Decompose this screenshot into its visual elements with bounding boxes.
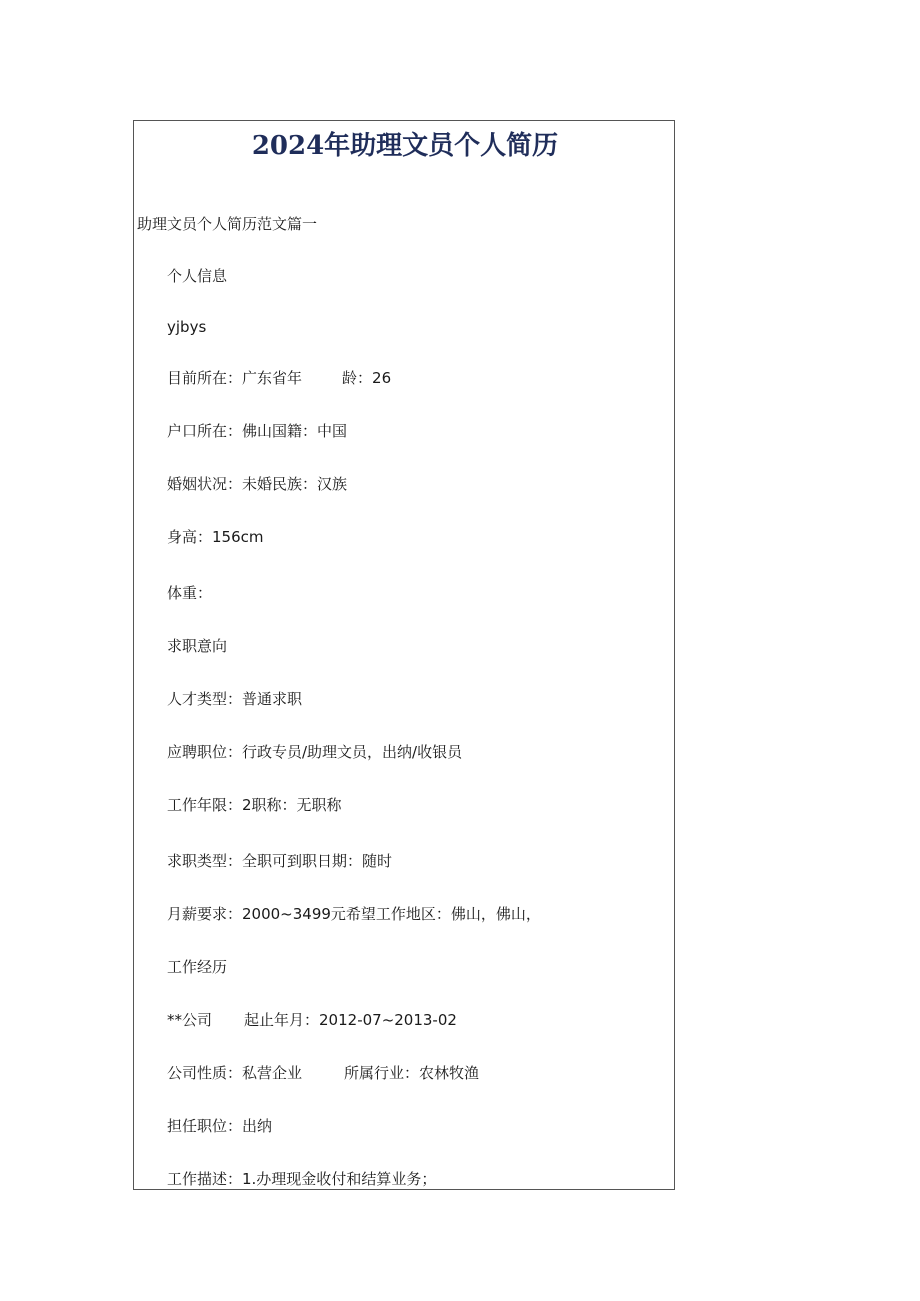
- age-value-text: 龄：26: [342, 369, 392, 387]
- marital-line: 婚姻状况：未婚民族：汉族: [167, 475, 348, 493]
- role-line: 担任职位：出纳: [167, 1117, 273, 1135]
- description-line: 工作描述：1.办理现金收付和结算业务；: [167, 1170, 437, 1188]
- section-heading: 助理文员个人简历范文篇一: [137, 215, 318, 233]
- job-type-line: 求职类型：全职可到职日期：随时: [167, 852, 393, 870]
- company-nature-line: [167, 1063, 479, 1083]
- job-intent-heading: 求职意向: [167, 637, 228, 655]
- company-nature-text: 公司性质：私营企业: [167, 1064, 303, 1082]
- height-line: 身高：156cm: [167, 528, 264, 546]
- weight-line: 体重：: [167, 584, 213, 602]
- talent-type-line: 人才类型：普通求职: [167, 690, 303, 708]
- location-age-line: [167, 368, 391, 388]
- company-period-line: [167, 1010, 457, 1030]
- personal-info-heading: 个人信息: [167, 267, 228, 285]
- work-history-heading: 工作经历: [167, 958, 228, 976]
- years-line: 工作年限：2职称：无职称: [167, 796, 342, 814]
- hukou-line: 户口所在：佛山国籍：中国: [167, 422, 348, 440]
- salary-line: 月薪要求：2000~3499元希望工作地区：佛山，佛山，: [167, 905, 541, 923]
- document-title: 2024年助理文员个人简历: [251, 131, 559, 161]
- location-text: 目前所在：广东省: [167, 369, 288, 387]
- username-line: yjbys: [167, 318, 207, 336]
- company-text: **公司: [167, 1011, 213, 1029]
- industry-text: 所属行业：农林牧渔: [344, 1064, 480, 1082]
- age-label-text: 年: [287, 369, 303, 387]
- position-line: 应聘职位：行政专员/助理文员，出纳/收银员: [167, 743, 463, 761]
- period-text: 起止年月：2012-07~2013-02: [244, 1011, 457, 1029]
